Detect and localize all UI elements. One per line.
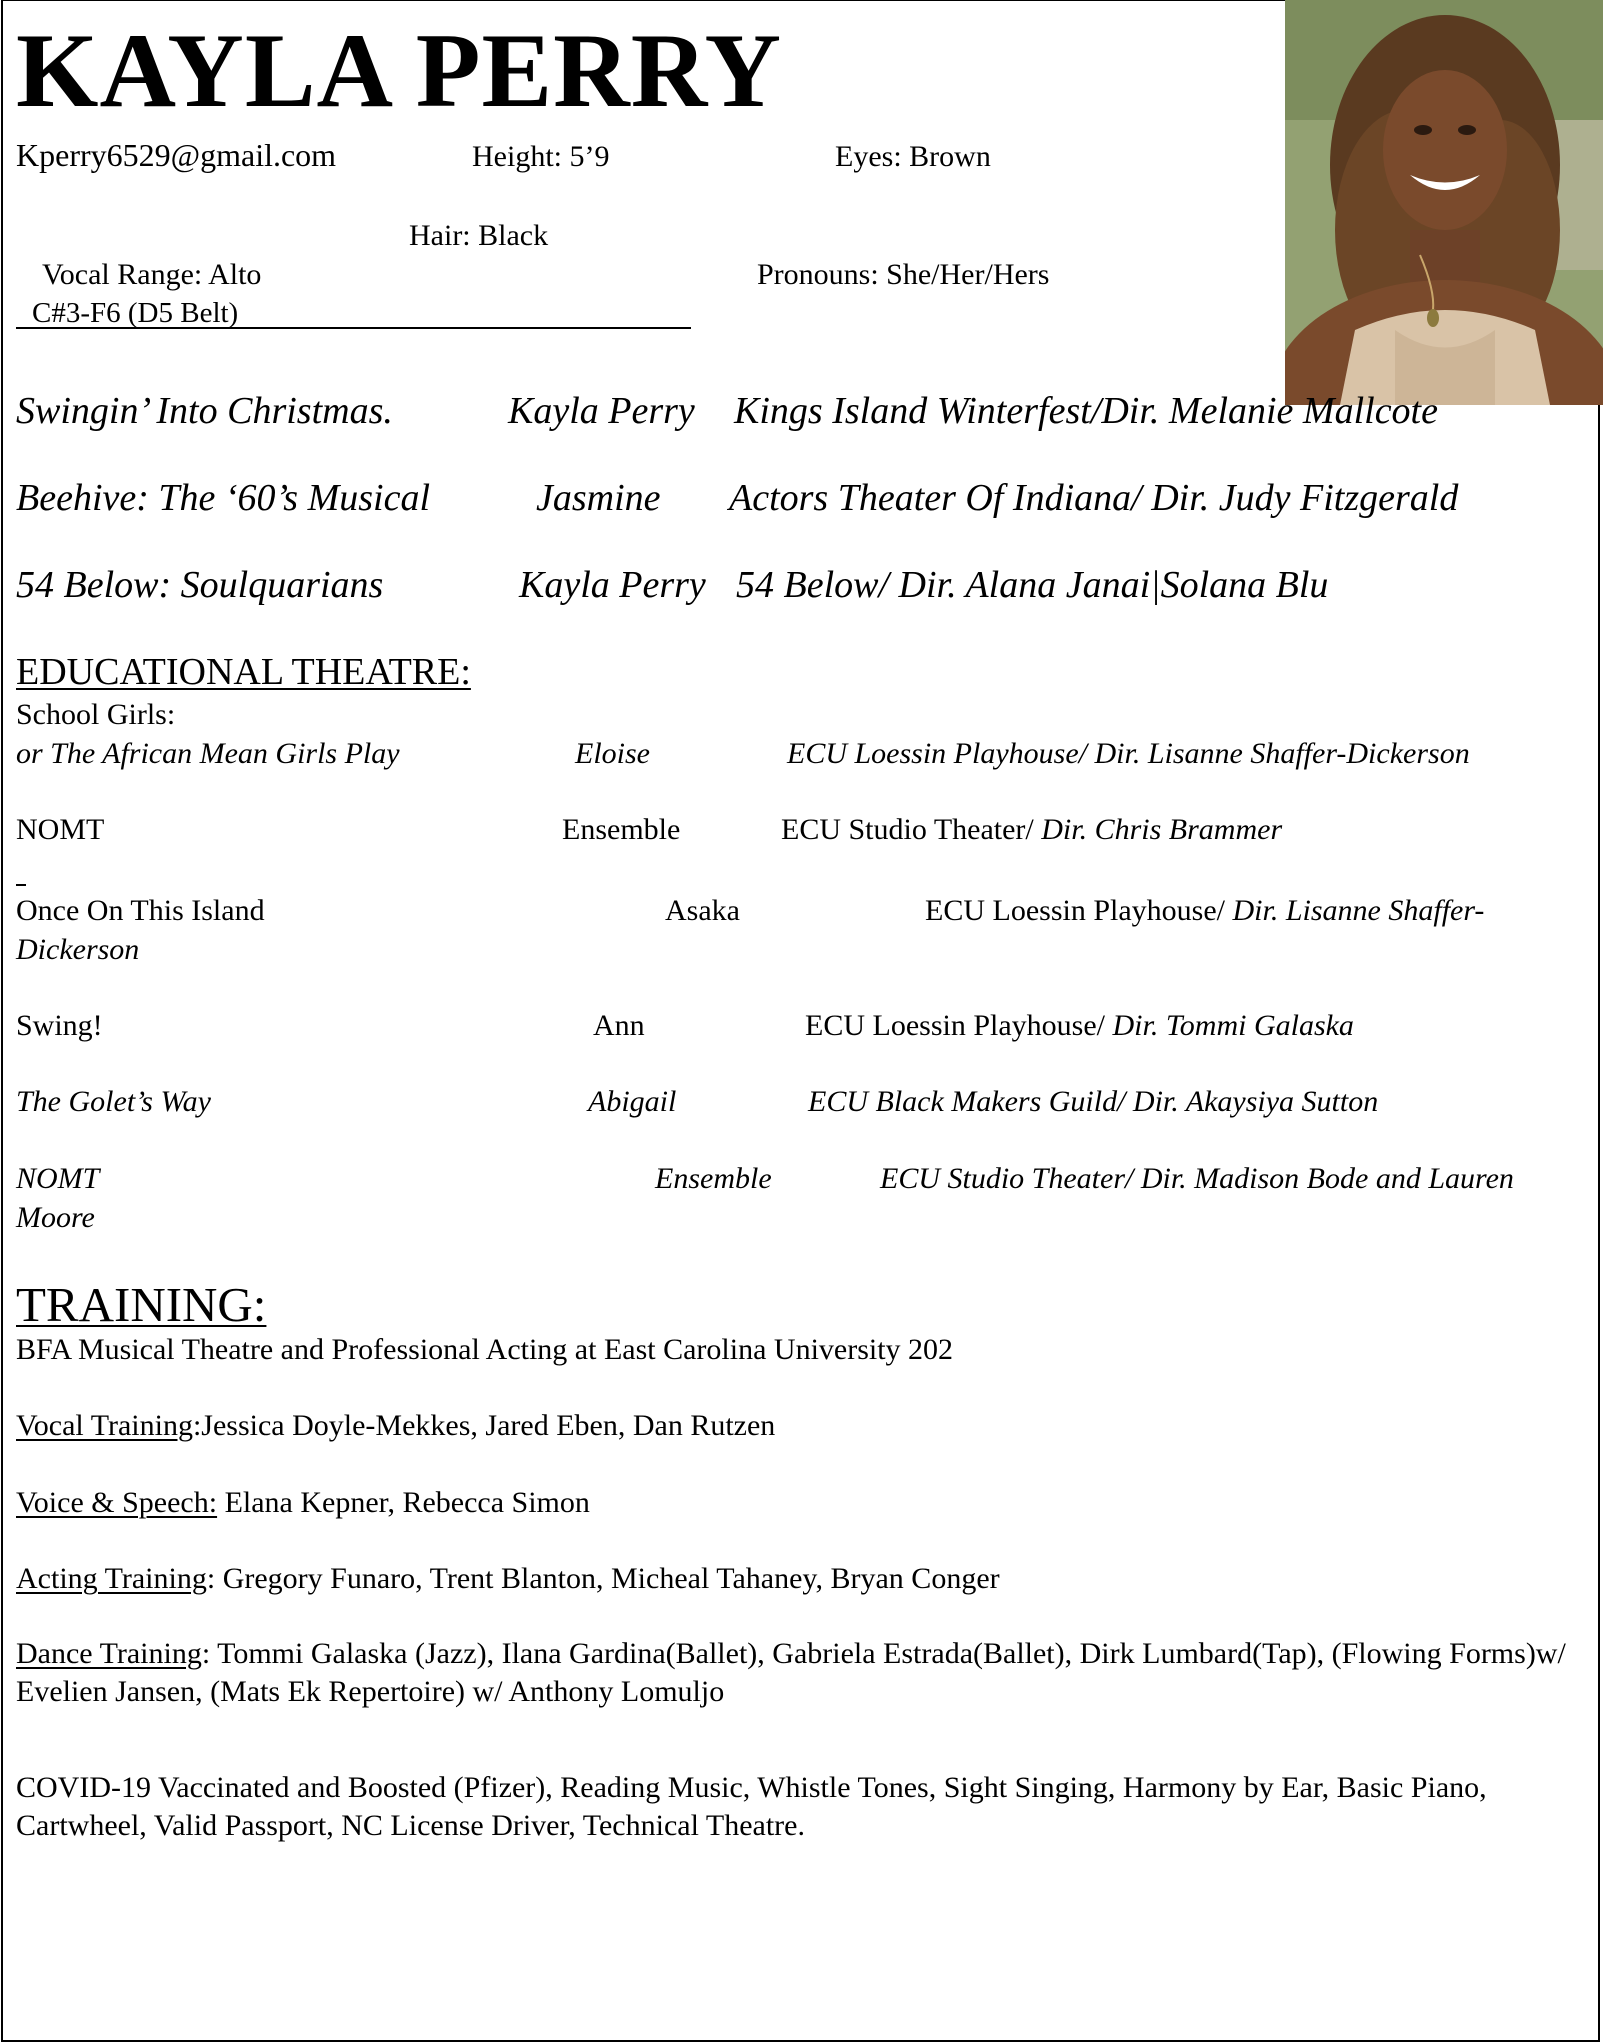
edu-show: NOMT bbox=[16, 813, 105, 846]
training-dance-text: : Tommi Galaska (Jazz), Ilana Gardina(Ballet), Gabriela Estrada(Ballet), Dirk Lumbard(Tap), (Flowing Forms)w/ Evelien Jansen, (Mats Ek Repertoire) w/ Anthony Lomuljo bbox=[16, 1637, 1566, 1708]
training-voice-speech bbox=[16, 1488, 590, 1518]
training-voice-label: Voice & Speech: bbox=[16, 1486, 218, 1519]
edu-venue-cont: Dickerson bbox=[16, 933, 140, 966]
credit-show: 54 Below: Soulquarians bbox=[16, 564, 384, 606]
credit-venue: Kings Island Winterfest/Dir. Melanie Mallcote bbox=[734, 390, 1438, 432]
credit-role: Kayla Perry bbox=[519, 564, 706, 606]
section-heading-training: TRAINING: bbox=[16, 1277, 267, 1332]
credit-venue: 54 Below/ Dir. Alana Janai|Solana Blu bbox=[736, 564, 1329, 606]
training-dance bbox=[16, 1635, 1586, 1711]
credit-role: Jasmine bbox=[536, 477, 661, 519]
edu-show-line1: School Girls: bbox=[16, 698, 176, 731]
edu-show-line2: or The African Mean Girls Play bbox=[16, 737, 400, 770]
pronouns: Pronouns: She/Her/Hers bbox=[757, 258, 1050, 291]
training-acting-label: Acting Training bbox=[16, 1562, 207, 1595]
edu-venue-theater: ECU Loessin Playhouse/ bbox=[925, 894, 1233, 927]
training-vocal bbox=[16, 1411, 775, 1441]
email[interactable]: Kperry6529@gmail.com bbox=[16, 137, 337, 173]
headshot-photo bbox=[1285, 0, 1603, 405]
vocal-range: Vocal Range: Alto bbox=[42, 258, 262, 291]
section-heading-educational: EDUCATIONAL THEATRE: bbox=[16, 651, 471, 693]
edu-venue: ECU Loessin Playhouse/ Dir. Lisanne Shaffer-Dickerson bbox=[787, 737, 1470, 770]
edu-venue: ECU Black Makers Guild/ Dir. Akaysiya Sutton bbox=[808, 1085, 1379, 1118]
edu-venue bbox=[805, 1011, 1354, 1041]
edu-show: Swing! bbox=[16, 1009, 103, 1042]
edu-venue-director: Dir. Lisanne Shaffer- bbox=[1232, 894, 1485, 927]
hair-color: Hair: Black bbox=[409, 219, 549, 252]
edu-role: Abigail bbox=[588, 1085, 677, 1118]
edu-role: Ann bbox=[593, 1009, 645, 1042]
edu-show: NOMT bbox=[16, 1162, 100, 1195]
edu-role: Ensemble bbox=[562, 813, 681, 846]
edu-role: Eloise bbox=[575, 737, 650, 770]
resume-name: KAYLA PERRY bbox=[16, 12, 783, 129]
edu-role: Asaka bbox=[665, 894, 740, 927]
edu-venue-theater: ECU Studio Theater/ bbox=[781, 813, 1042, 846]
credit-venue: Actors Theater Of Indiana/ Dir. Judy Fitzgerald bbox=[729, 477, 1459, 519]
training-voice-text: Elana Kepner, Rebecca Simon bbox=[217, 1486, 590, 1519]
header-rule bbox=[16, 327, 691, 329]
edu-show: The Golet’s Way bbox=[16, 1085, 211, 1118]
edu-venue-cont: Moore bbox=[16, 1201, 95, 1234]
edu-role: Ensemble bbox=[655, 1162, 772, 1195]
edu-venue-director: Dir. Chris Brammer bbox=[1041, 813, 1283, 846]
training-degree: BFA Musical Theatre and Professional Acting at East Carolina University 202 bbox=[16, 1333, 954, 1366]
training-acting bbox=[16, 1564, 1000, 1594]
edu-venue-theater: ECU Loessin Playhouse/ bbox=[805, 1009, 1113, 1042]
credit-show: Swingin’ Into Christmas. bbox=[16, 390, 393, 432]
edu-venue bbox=[781, 815, 1282, 845]
edu-venue-director: Dir. Tommi Galaska bbox=[1112, 1009, 1354, 1042]
headshot-icon bbox=[1285, 0, 1603, 405]
training-vocal-text: :Jessica Doyle-Mekkes, Jared Eben, Dan Rutzen bbox=[192, 1409, 776, 1442]
credit-show: Beehive: The ‘60’s Musical bbox=[16, 477, 431, 519]
dash-mark bbox=[16, 884, 26, 886]
eye-color: Eyes: Brown bbox=[835, 140, 991, 173]
edu-venue bbox=[925, 896, 1484, 926]
edu-show: Once On This Island bbox=[16, 894, 265, 927]
range-notes: C#3-F6 (D5 Belt) bbox=[32, 297, 239, 329]
special-skills: COVID-19 Vaccinated and Boosted (Pfizer), Reading Music, Whistle Tones, Sight Singing, Harmony by Ear, Basic Piano, Cartwheel, Valid Passport, NC License Driver, Technical Theatre. bbox=[16, 1771, 1487, 1842]
training-dance-label: Dance Training bbox=[16, 1637, 202, 1670]
credit-role: Kayla Perry bbox=[508, 390, 695, 432]
edu-venue: ECU Studio Theater/ Dir. Madison Bode and Lauren bbox=[880, 1162, 1514, 1195]
training-acting-text: : Gregory Funaro, Trent Blanton, Micheal Tahaney, Bryan Conger bbox=[206, 1562, 1000, 1595]
training-vocal-label: Vocal Training bbox=[16, 1409, 193, 1442]
height: Height: 5’9 bbox=[472, 140, 610, 173]
